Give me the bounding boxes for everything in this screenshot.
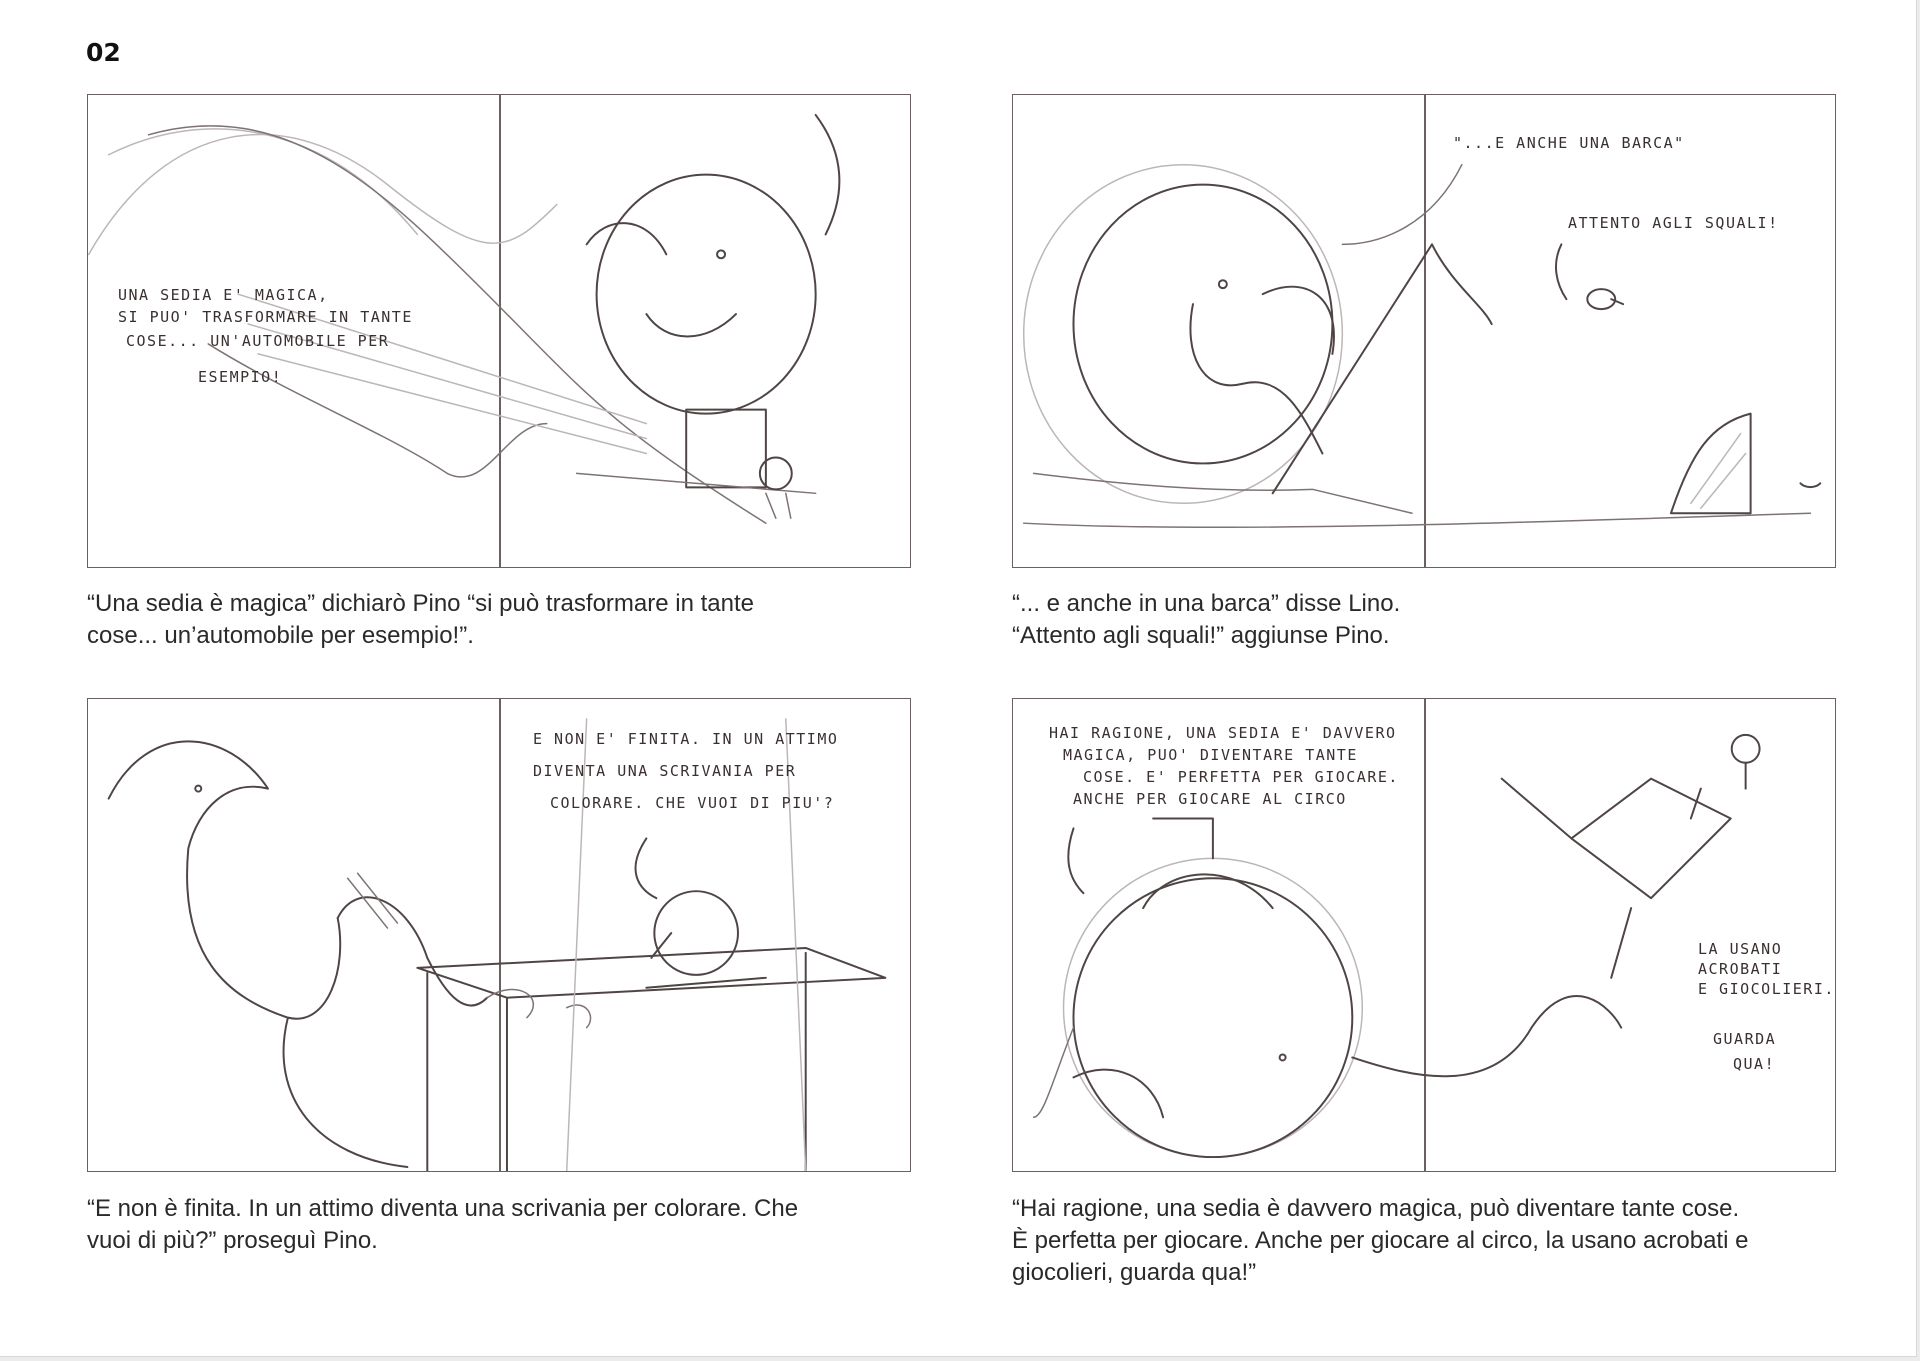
caption-line: “E non è finita. In un attimo diventa una scrivania per colorare. Che xyxy=(87,1195,799,1222)
panel-4-caption xyxy=(1012,1193,1842,1289)
panel-3-caption xyxy=(87,1193,917,1257)
caption-line: “... e anche in una barca” disse Lino. xyxy=(1012,590,1401,617)
storyboard-panel-4 xyxy=(1012,698,1836,1172)
panel-2-caption xyxy=(1012,588,1842,652)
storyboard-panel-1 xyxy=(87,94,911,568)
handwritten-note: E GIOCOLIERI. xyxy=(1698,980,1835,998)
handwritten-note: ATTENTO AGLI SQUALI! xyxy=(1568,214,1779,232)
panel-1-caption xyxy=(87,588,917,652)
storyboard-panel-2 xyxy=(1012,94,1836,568)
handwritten-note: COSE... UN'AUTOMOBILE PER xyxy=(126,332,390,350)
sketch-elephant-boat xyxy=(1013,95,1835,567)
storyboard-panel-3 xyxy=(87,698,911,1172)
handwritten-note: UNA SEDIA E' MAGICA, xyxy=(118,286,329,304)
handwritten-note: MAGICA, PUO' DIVENTARE TANTE xyxy=(1063,746,1358,764)
caption-line: È perfetta per giocare. Anche per giocare al circo, la usano acrobati e xyxy=(1012,1227,1749,1254)
handwritten-note: ACROBATI xyxy=(1698,960,1783,978)
handwritten-note: DIVENTA UNA SCRIVANIA PER xyxy=(533,762,797,780)
caption-line: cose... un’automobile per esempio!”. xyxy=(87,622,474,649)
handwritten-note: ANCHE PER GIOCARE AL CIRCO xyxy=(1073,790,1347,808)
caption-line: “Hai ragione, una sedia è davvero magica, può diventare tante cose. xyxy=(1012,1195,1740,1222)
handwritten-note: GUARDA xyxy=(1713,1030,1777,1048)
handwritten-note: COSE. E' PERFETTA PER GIOCARE. xyxy=(1083,768,1399,786)
handwritten-note: COLORARE. CHE VUOI DI PIU'? xyxy=(550,794,835,812)
caption-line: vuoi di più?” proseguì Pino. xyxy=(87,1227,378,1254)
caption-line: giocolieri, guarda qua!” xyxy=(1012,1259,1257,1286)
handwritten-note: HAI RAGIONE, UNA SEDIA E' DAVVERO xyxy=(1049,724,1397,742)
caption-line: “Attento agli squali!” aggiunse Pino. xyxy=(1012,622,1390,649)
caption-line: “Una sedia è magica” dichiarò Pino “si può trasformare in tante xyxy=(87,590,754,617)
handwritten-note: "...E ANCHE UNA BARCA" xyxy=(1453,134,1685,152)
handwritten-note: QUA! xyxy=(1733,1055,1776,1073)
handwritten-note: ESEMPIO! xyxy=(198,368,283,386)
handwritten-note: SI PUO' TRASFORMARE IN TANTE xyxy=(118,308,413,326)
page-number: 02 xyxy=(86,38,121,67)
handwritten-note: E NON E' FINITA. IN UN ATTIMO xyxy=(533,730,839,748)
handwritten-note: LA USANO xyxy=(1698,940,1783,958)
